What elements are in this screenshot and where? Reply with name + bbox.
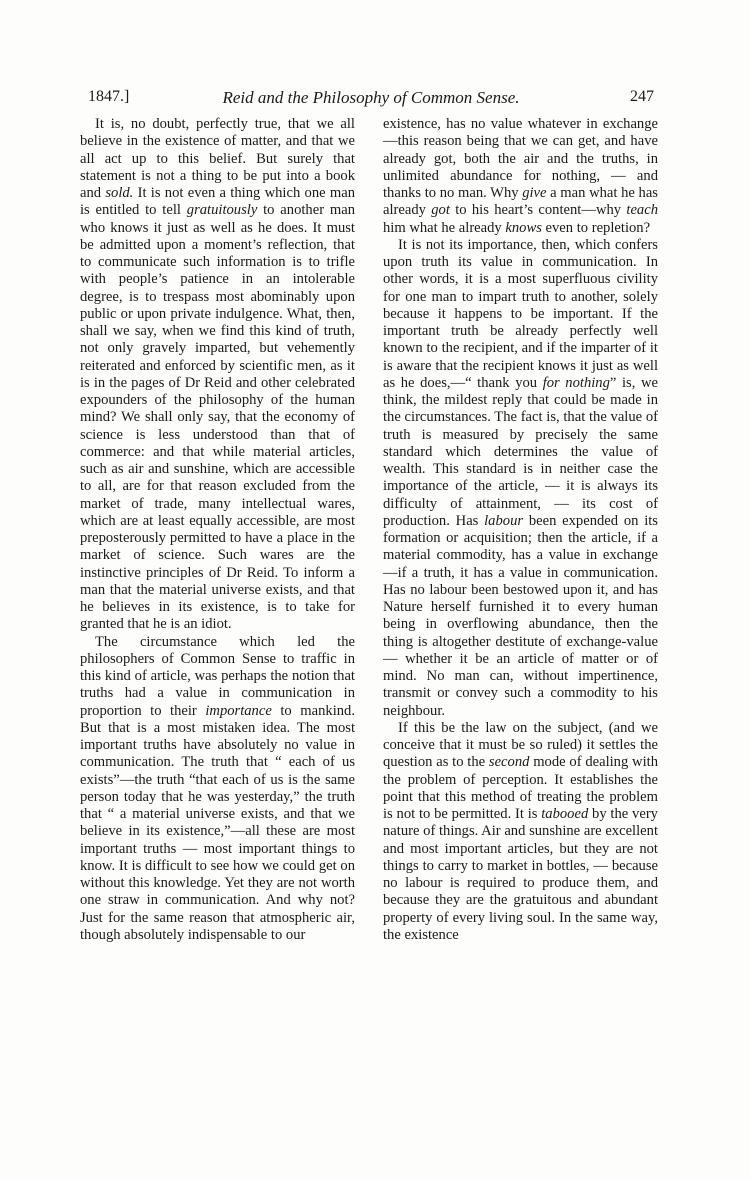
right-column: [383, 116, 658, 944]
paragraph: If this be the law on the subject, (and we conceive that it must be so ruled) it settles the question as to the second mode of dealing with the problem of perception. It establishes the point that this method of treating the problem is not to be permitted. It is tabooed by the very nature of things. Air and sunshine are excellent and most important articles, but they are not things to carry to market in bottles, — because no labour is required to produce them, and because they are the gratuitous and abundant property of every living soul. In the same way, the existence: [383, 719, 658, 943]
paragraph: The circumstance which led the philosophers of Common Sense to traffic in this kind of article, was perhaps the notion that truths had a value in communication in proportion to their importance to mankind. But that is a most mistaken idea. The most important truths have absolutely no value in communication. The truth that “ each of us exists”—the truth “that each of us is the same person today that he was yesterday,” the truth that “ a material universe exists, and that we believe in its existence,”—all these are most important truths — most important things to know. It is difficult to see how we could get on without this knowledge. Yet they are not worth one straw in communication. And why not? Just for the same reason that atmospheric air, though absolutely indispensable to our: [80, 633, 355, 943]
left-column: [80, 116, 355, 944]
running-header: [88, 88, 654, 112]
paragraph: It is not its importance, then, which confers upon truth its value in communication. In other words, it is a most superfluous civility for one man to impart truth to another, solely because it happens to be important. If the important truth be already perfectly well known to the recipient, and if the imparter of it is aware that the recipient knows it just as well as he does,—“ thank you for nothing” is, we think, the mildest reply that could be made in the circumstances. The fact is, that the value of truth is measured by precisely the same standard which determines the value of wealth. This standard is in neither case the importance of the article, — it is always its difficulty of attainment, — its cost of production. Has labour been expended on its formation or acquisition; then the article, if a material commodity, has a value in exchange—if a truth, it has a value in communication. Has no labour been bestowed upon it, and has Nature herself furnished it to every human being in overflowing abundance, then the thing is altogether destitute of exchange-value — whether it be an article of matter or of mind. No man can, without impertinence, transmit or convey such a commodity to his neighbour.: [383, 236, 658, 719]
paragraph: It is, no doubt, perfectly true, that we all believe in the existence of matter, and that we all act up to this belief. But surely that statement is not a thing to be put into a book and sold. It is not even a thing which one man is entitled to tell gratuitously to another man who knows it just as well as he does. It must be admitted upon a moment’s reflection, that to communicate such information is to trifle with people’s patience in an intolerable degree, is to trespass most abominably upon public or upon private indulgence. What, then, shall we say, when we find this kind of truth, not only gravely imparted, but vehemently reiterated and enforced by scientific men, as it is in the pages of Dr Reid and other celebrated expounders of the philosophy of the human mind? We shall only say, that the economy of science is less understood than that of commerce: and that while material articles, such as air and sunshine, which are accessible to all, are for that reason excluded from the market of trade, many intellectual wares, which are at least equally accessible, are most preposterously permitted to have a place in the market of science. Such wares are the instinctive principles of Dr Reid. To inform a man that the material universe exists, and that he believes in its existence, is to take for granted that he is an idiot.: [80, 116, 355, 633]
paragraph-continued: existence, has no value whatever in exchange—this reason being that we can get, and have already got, both the air and the truths, in unlimited abundance for nothing, — and thanks to no man. Why give a man what he has already got to his heart’s content—why teach him what he already knows even to repletion?: [383, 116, 658, 236]
header-year: 1847.]: [88, 88, 130, 105]
page-number: 247: [630, 88, 654, 105]
header-title: Reid and the Philosophy of Common Sense.: [222, 88, 520, 107]
